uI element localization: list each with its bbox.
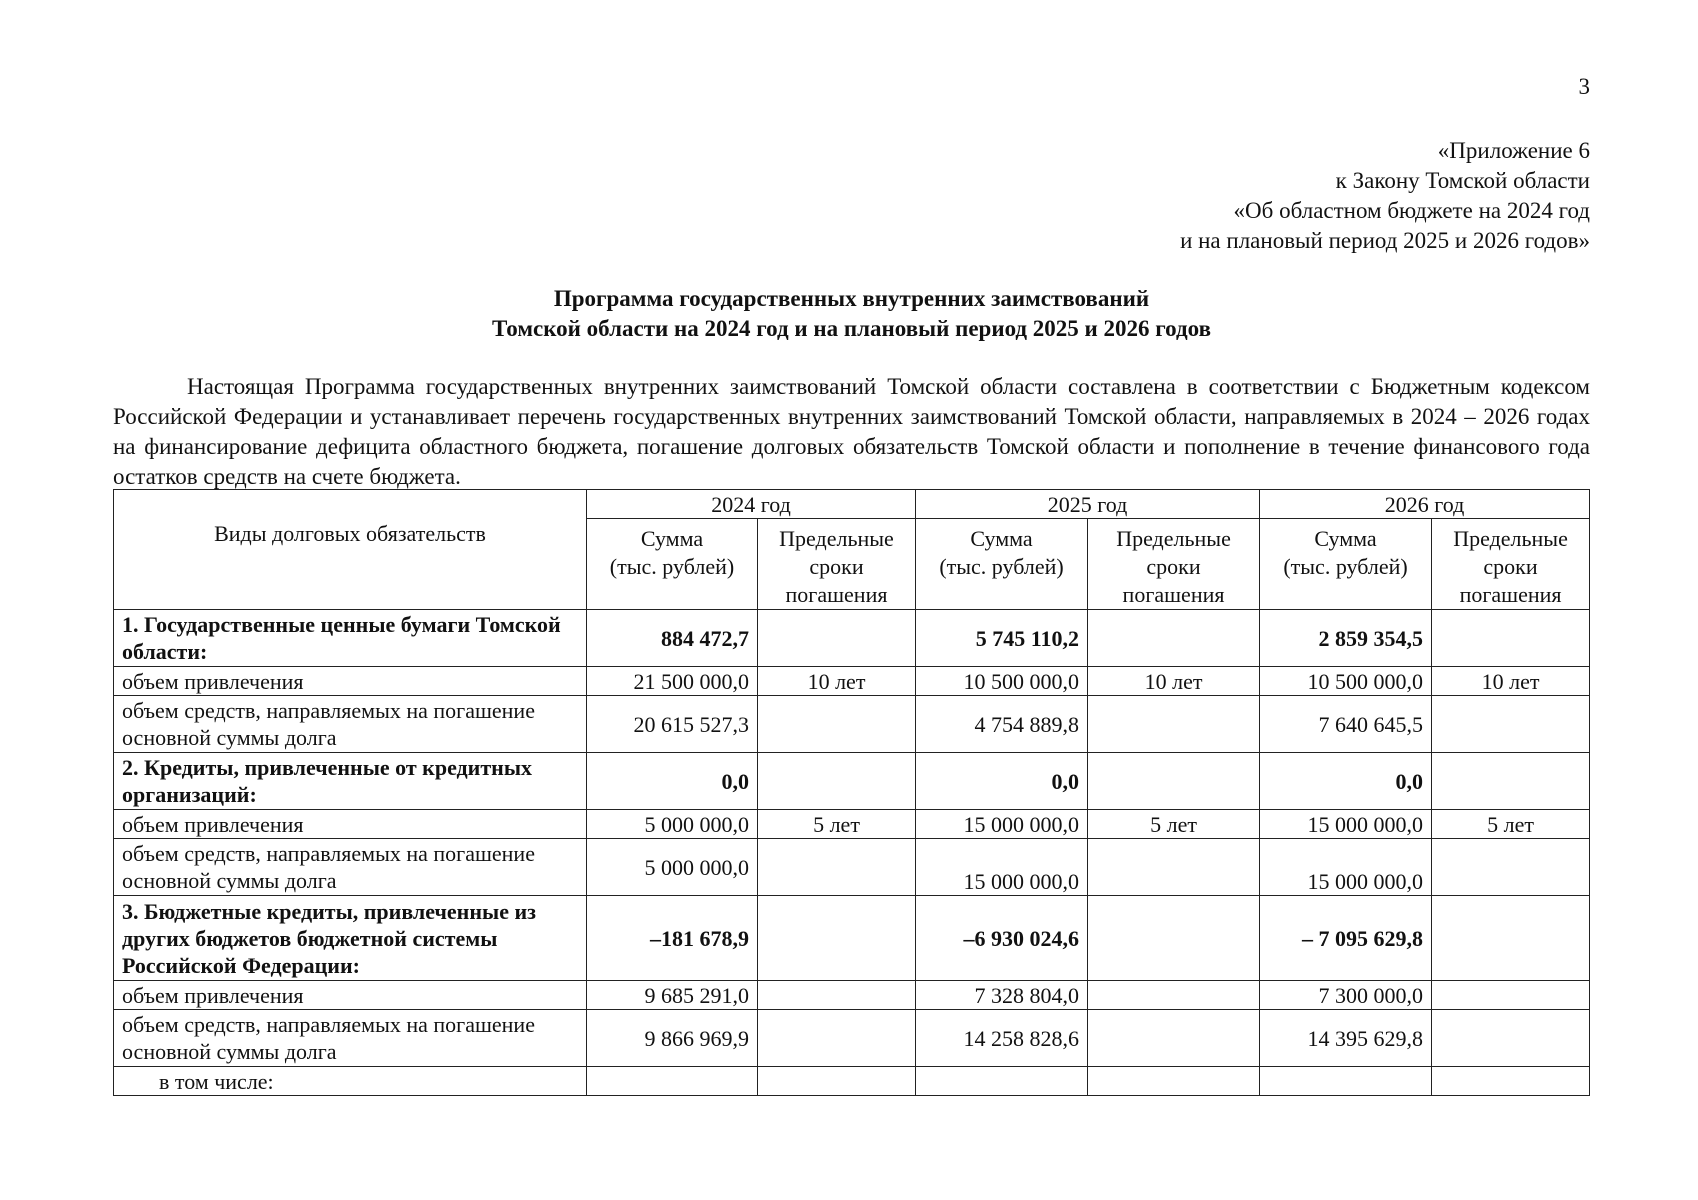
type-column-header: Виды долговых обязательств (114, 490, 587, 610)
sum-2024: 5 000 000,0 (587, 810, 758, 839)
table-row (114, 896, 1590, 981)
term-2025: 10 лет (1088, 667, 1260, 696)
sum-header-line: Сумма (970, 526, 1033, 551)
term-2025 (1088, 839, 1260, 896)
title-line: Программа государственных внутренних заимствований (553, 286, 1150, 311)
term-2025 (1088, 696, 1260, 753)
header-row-years (114, 490, 1590, 519)
title-line: Томской области на 2024 год и на плановый период 2025 и 2026 годов (491, 316, 1212, 341)
sum-2024: 0,0 (587, 753, 758, 810)
sum-2025 (916, 1067, 1088, 1096)
term-column-header (1088, 519, 1260, 610)
term-2025 (1088, 610, 1260, 667)
sum-2026: 0,0 (1260, 753, 1432, 810)
term-2026: 5 лет (1432, 810, 1590, 839)
sum-2024: –181 678,9 (587, 896, 758, 981)
table-row (114, 981, 1590, 1010)
row-label: объем привлечения (114, 810, 587, 839)
sum-header-line: (тыс. рублей) (1283, 554, 1408, 579)
sum-header-line: (тыс. рублей) (939, 554, 1064, 579)
sum-2024: 5 000 000,0 (587, 839, 758, 896)
appendix-line: «Приложение 6 (1437, 138, 1590, 163)
sum-2025: 14 258 828,6 (916, 1010, 1088, 1067)
term-header-line: Предельные (1116, 526, 1231, 551)
sum-2024: 884 472,7 (587, 610, 758, 667)
term-2025 (1088, 1067, 1260, 1096)
year-header-2026: 2026 год (1260, 490, 1590, 519)
term-header-line: погашения (1459, 582, 1562, 607)
sum-2024: 9 685 291,0 (587, 981, 758, 1010)
sum-2024 (587, 1067, 758, 1096)
sum-2026: 2 859 354,5 (1260, 610, 1432, 667)
table-row (114, 1067, 1590, 1096)
sum-2026: 10 500 000,0 (1260, 667, 1432, 696)
appendix-header (960, 136, 1590, 256)
row-label: 1. Государственные ценные бумаги Томской области: (114, 610, 587, 667)
term-2026 (1432, 753, 1590, 810)
term-column-header (758, 519, 916, 610)
term-2024 (758, 610, 916, 667)
sum-2025: 15 000 000,0 (916, 810, 1088, 839)
term-2026 (1432, 839, 1590, 896)
term-2024 (758, 896, 916, 981)
term-2024: 5 лет (758, 810, 916, 839)
sum-2026: 15 000 000,0 (1260, 810, 1432, 839)
term-header-line: Предельные (779, 526, 894, 551)
term-2025 (1088, 753, 1260, 810)
term-2024 (758, 753, 916, 810)
term-2024 (758, 839, 916, 896)
sum-2026: 15 000 000,0 (1260, 839, 1432, 896)
year-header-2025: 2025 год (916, 490, 1260, 519)
intro-paragraph: Настоящая Программа государственных внутренних заимствований Томской области составлена в соответствии с Бюджетным кодексом Российской Федерации и устанавливает перечень государственных внутренних заимствований Томской области, направляемых в 2024 – 2026 годах на финансирование дефицита областного бюджета, погашение долговых обязательств Томской области и пополнение в течение финансового года остатков средств на счете бюджета. (113, 374, 1590, 489)
sum-header-line: Сумма (640, 526, 704, 551)
row-label: объем средств, направляемых на погашение основной суммы долга (114, 696, 587, 753)
term-2026 (1432, 1067, 1590, 1096)
table-row (114, 610, 1590, 667)
term-column-header (1432, 519, 1590, 610)
appendix-line: «Об областном бюджете на 2024 год (1233, 198, 1590, 223)
sum-header-line: Сумма (1314, 526, 1377, 551)
table-row (114, 696, 1590, 753)
sum-column-header (587, 519, 758, 610)
term-header-line: погашения (785, 582, 888, 607)
row-label: 2. Кредиты, привлеченные от кредитных организаций: (114, 753, 587, 810)
term-2026 (1432, 610, 1590, 667)
appendix-line: к Закону Томской области (1335, 168, 1590, 193)
sum-2025: 10 500 000,0 (916, 667, 1088, 696)
sum-2025: 0,0 (916, 753, 1088, 810)
term-header-line: погашения (1122, 582, 1225, 607)
sum-2026 (1260, 1067, 1432, 1096)
term-header-line: сроки (809, 554, 864, 579)
term-header-line: Предельные (1453, 526, 1568, 551)
sum-2025: 7 328 804,0 (916, 981, 1088, 1010)
term-2024 (758, 696, 916, 753)
term-header-line: сроки (1483, 554, 1538, 579)
table-row (114, 753, 1590, 810)
sum-2026: 7 300 000,0 (1260, 981, 1432, 1010)
row-label: 3. Бюджетные кредиты, привлеченные из других бюджетов бюджетной системы Российской Федерации: (114, 896, 587, 981)
appendix-line: и на плановый период 2025 и 2026 годов» (1180, 228, 1590, 253)
term-2024 (758, 1010, 916, 1067)
row-label: объем привлечения (114, 981, 587, 1010)
table-row (114, 839, 1590, 896)
sum-2024: 9 866 969,9 (587, 1010, 758, 1067)
sum-2024: 20 615 527,3 (587, 696, 758, 753)
table-row (114, 810, 1590, 839)
term-2025 (1088, 981, 1260, 1010)
sum-2026: – 7 095 629,8 (1260, 896, 1432, 981)
term-header-line: сроки (1146, 554, 1201, 579)
row-label: объем привлечения (114, 667, 587, 696)
sum-column-header (916, 519, 1088, 610)
term-2026 (1432, 896, 1590, 981)
term-2026 (1432, 696, 1590, 753)
borrowing-program-table (113, 489, 1590, 1096)
sum-2025: 5 745 110,2 (916, 610, 1088, 667)
sum-column-header (1260, 519, 1432, 610)
sum-2024: 21 500 000,0 (587, 667, 758, 696)
document-title (113, 284, 1590, 344)
sum-2026: 14 395 629,8 (1260, 1010, 1432, 1067)
row-label: объем средств, направляемых на погашение основной суммы долга (114, 839, 587, 896)
year-header-2024: 2024 год (587, 490, 916, 519)
table-row (114, 1010, 1590, 1067)
term-2026: 10 лет (1432, 667, 1590, 696)
sum-header-line: (тыс. рублей) (609, 554, 735, 579)
term-2025: 5 лет (1088, 810, 1260, 839)
term-2026 (1432, 1010, 1590, 1067)
term-2024: 10 лет (758, 667, 916, 696)
sum-2026: 7 640 645,5 (1260, 696, 1432, 753)
term-2024 (758, 981, 916, 1010)
sum-2025: 4 754 889,8 (916, 696, 1088, 753)
term-2025 (1088, 1010, 1260, 1067)
term-2024 (758, 1067, 916, 1096)
sum-2025: –6 930 024,6 (916, 896, 1088, 981)
term-2026 (1432, 981, 1590, 1010)
table-row (114, 667, 1590, 696)
sum-2025: 15 000 000,0 (916, 839, 1088, 896)
term-2025 (1088, 896, 1260, 981)
row-label: объем средств, направляемых на погашение основной суммы долга (114, 1010, 587, 1067)
page-number: 3 (1578, 74, 1590, 99)
row-label: в том числе: (114, 1067, 587, 1096)
